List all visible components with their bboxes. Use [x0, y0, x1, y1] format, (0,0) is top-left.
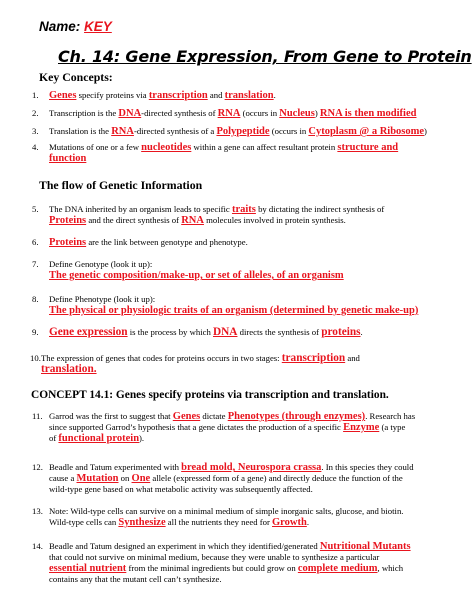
answer: Nucleus — [279, 108, 315, 119]
answer: structure and — [337, 142, 399, 153]
name-value: KEY — [84, 19, 112, 34]
page-title: Ch. 14: Gene Expression, From Gene to Protein — [58, 47, 472, 66]
answer: transcription — [281, 352, 346, 364]
answer: RNA — [217, 108, 241, 119]
answer: proteins — [321, 326, 361, 338]
answer: Proteins — [49, 237, 87, 248]
answer: One — [131, 473, 151, 484]
answer: Synthesize — [118, 517, 166, 528]
answer: complete medium — [297, 563, 378, 574]
name-label: Name: — [39, 19, 81, 34]
list-item-14: 14. Beadle and Tatum designed an experiment in which they identified/generated Nutritional Mutants that could not survive on minimal medium, because they were unable to synthesize a particular essential nutrient from the minimal ingredients but could grow on complete medium, which contains any that the mutant cell can’t synthesize. — [32, 541, 411, 584]
answer: Genes — [49, 90, 77, 101]
heading-key-concepts: Key Concepts: — [39, 70, 113, 84]
answer: DNA — [212, 326, 238, 338]
answer: RNA — [181, 215, 204, 226]
list-item-11: 11. Garrod was the first to suggest that Genes dictate Phenotypes (through enzymes). Research has since supported Garrod’s hypothesis that a gene dictates the production of a specific Enzyme (a type of functional protein). — [32, 411, 416, 444]
list-item-5: 5. The DNA inherited by an organism leads to specific traits by dictating the indirect synthesis of Proteins and the direct synthesis of RNA molecules involved in protein synthesis. — [32, 204, 385, 226]
answer: Genes — [172, 411, 201, 422]
answer: transcription — [148, 90, 208, 101]
answer: Proteins — [49, 215, 87, 226]
answer: Gene expression — [49, 326, 128, 338]
list-item-1: 1. Genes specify proteins via transcription and translation. — [32, 90, 276, 101]
answer: DNA — [118, 108, 142, 119]
answer: traits — [231, 204, 256, 215]
list-item-9: 9. Gene expression is the process by which DNA directs the synthesis of proteins. — [32, 326, 363, 338]
list-item-3: 3. Translation is the RNA-directed synthesis of a Polypeptide (occurs in Cytoplasm @ a Ribosome) — [32, 126, 427, 137]
name-line — [39, 19, 112, 34]
answer: RNA is then modified — [319, 108, 417, 119]
list-item-13: 13. Note: Wild-type cells can survive on a minimal medium of simple inorganic salts, glucose, and biotin. Wild-type cells can Synthesize all the nutrients they need for Growth. — [32, 506, 404, 528]
list-item-2: 2. Transcription is the DNA-directed synthesis of RNA (occurs in Nucleus) RNA is then modified — [32, 108, 417, 119]
answer: RNA — [111, 126, 134, 137]
answer: Cytoplasm @ a Ribosome — [308, 126, 425, 137]
answer: essential nutrient — [49, 563, 127, 574]
heading-concept-14-1: CONCEPT 14.1: Genes specify proteins via transcription and translation. — [31, 389, 389, 401]
answer: functional protein — [58, 433, 140, 444]
answer: Phenotypes (through enzymes) — [227, 411, 366, 422]
answer: Mutation — [76, 473, 119, 484]
answer: Enzyme — [343, 422, 380, 433]
list-item-6: 6. Proteins are the link between genotype and phenotype. — [32, 237, 248, 248]
answer: The genetic composition/make-up, or set of alleles, of an organism — [49, 270, 344, 281]
answer: translation — [224, 90, 274, 101]
list-item-4: 4. Mutations of one or a few nucleotides within a gene can affect resultant protein structure and function — [32, 142, 399, 164]
answer: Growth — [272, 517, 307, 528]
list-item-7: 7. Define Genotype (look it up): The genetic composition/make-up, or set of alleles, of an organism — [32, 259, 344, 281]
list-item-12: 12. Beadle and Tatum experimented with bread mold, Neurospora crassa. In this species they could cause a Mutation on One allele (expressed form of a gene) and directly deduce the function of the wild-type gene based on what metabolic activity was subsequently affected. — [32, 462, 414, 494]
answer: translation. — [41, 363, 97, 375]
answer: The physical or physiologic traits of an organism (determined by genetic make-up) — [49, 305, 419, 316]
heading-flow: The flow of Genetic Information — [39, 178, 203, 192]
list-item-8: 8. Define Phenotype (look it up): The physical or physiologic traits of an organism (determined by genetic make-up) — [32, 294, 419, 316]
list-item-10: 10. The expression of genes that codes for proteins occurs in two stages: transcription and translation. — [30, 352, 360, 375]
answer: nucleotides — [141, 142, 192, 153]
answer: bread mold, Neurospora crassa — [181, 462, 322, 473]
answer: Polypeptide — [216, 126, 270, 137]
answer: function — [49, 153, 87, 164]
answer: Nutritional Mutants — [319, 541, 411, 552]
